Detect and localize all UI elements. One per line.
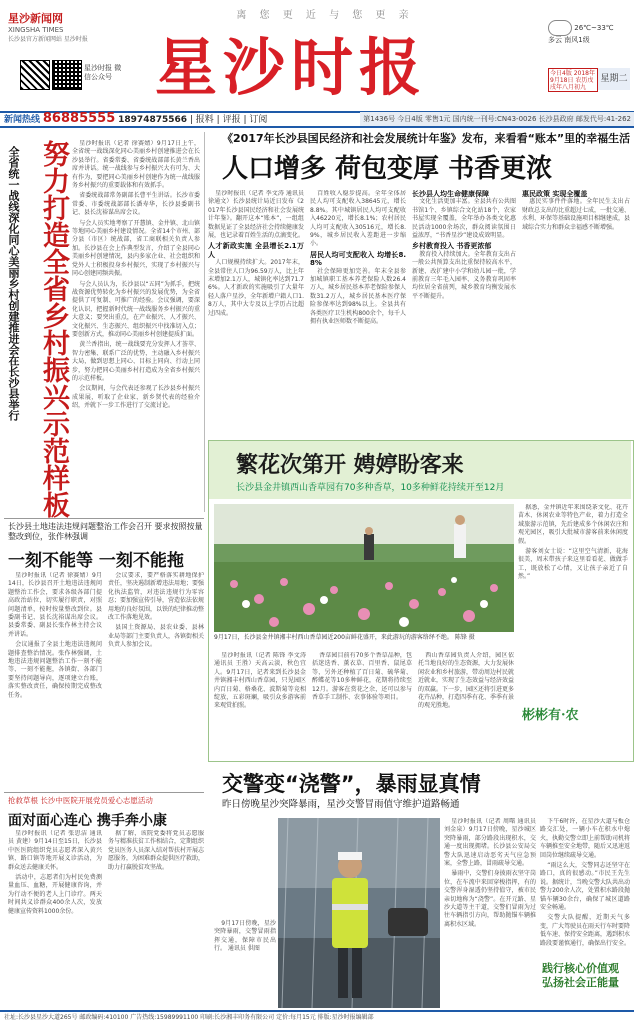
flower-col-1 [214, 652, 306, 752]
cloud-icon [548, 20, 572, 36]
date-box: 今日4版 2018年9月18日 农历戊戌年八月初九 [548, 68, 598, 92]
weekday: 星期二 [598, 68, 630, 90]
traffic-col-1 [444, 818, 536, 1006]
col-divider [204, 132, 205, 512]
feature-p2: 人口规模持续扩大。2017年末，全县常住人口为96.59万人，比上年末增加2.1万人，城镇化率达到71.76%。人才新政的实施吸引了大量年轻人落户星沙，全年新增户籍人口1.8万人，其中大专及以上学历占比超过四成。 [208, 259, 304, 317]
hotline-label: 新闻热线 [4, 115, 41, 125]
header-rule [0, 126, 634, 128]
lead-body-p5: 黄兰香指出，统一战线要充分发挥人才荟萃、智力密集、联系广泛的优势，主动融入乡村振兴大局，做到思想上同心、目标上同向、行动上同步，努力把同心美丽乡村打造成为全省乡村振兴的示范样板。 [72, 341, 200, 382]
logo-cn: 星沙新闻网 [8, 12, 63, 25]
bl1-col-1 [8, 572, 102, 786]
lead-body-p3: 与会人员实地考察了开慧镇、金井镇、北山镇等地同心美丽乡村建设情况。全省14个市州、部分县（市区）统战部，省工商联相关负责人参加。长沙县在会上作典型发言，介绍了全县同心美丽乡村创建情况，县内多家企业、社会组织和党外人士积极投身乡村振兴，实现了乡村振兴与同心创建同频共振。 [72, 219, 200, 278]
weather-temp: 26℃~33℃ [574, 24, 614, 32]
hotline-bar: 新闻热线 86885555 18974875566 | 报料 | 评报 | 订阅 [4, 111, 268, 126]
link-report[interactable]: 报料 [195, 115, 214, 125]
flower-badge: 彬彬有·农 [522, 708, 579, 723]
feature-p7: 惠民实事件件落地。全年民生支出占财政总支出的比重超过七成，一批交通、水利、环保等基础设施项目相继建成，县域综合实力和群众幸福感不断增强。 [522, 198, 630, 231]
flower-col-2 [312, 652, 412, 752]
flower-col-3 [418, 652, 514, 752]
feature-subhead-4: 惠民政策 实现全覆盖 [522, 190, 588, 198]
issue-info: 第1436号 今日4版 零售1元 国内统一刊号:CN43-0026 长沙县政府 邮发代号:41-262 [360, 112, 634, 126]
newspaper-title: 星沙时报 [155, 31, 428, 104]
traffic-p3: 下午6时许，在星沙大道与板仓路交汇处，一辆小车在积水中熄火，执勤交警立即上前帮助司机将车辆推至安全地带，随后又迅速返回岗位继续疏导交通。 [540, 818, 630, 859]
footer-info: 社址:长沙县星沙大道265号 邮政编码:410100 广告热线:15989991100 印刷:长沙湘丰印务有限公司 定价:每月15元 排版:星沙时报编辑部 [4, 1014, 374, 1021]
weather-box [548, 20, 632, 45]
bl1-kicker: 长沙县土地违法违规问题整治工作会召开 要求按照按量整改到位，张作林强调 [8, 522, 203, 541]
bl1-p3: 会议要求，要严格落实耕地保护责任，坚决遏制新增违法用地；要强化执法监管，对违法违规行为零容忍；要加强宣传引导，营造依法依规用地的良好氛围，以铁的纪律推动整改工作落地见效。 [108, 572, 204, 622]
traffic-col-2 [540, 818, 630, 958]
flower-field-image [214, 504, 514, 632]
traffic-p4: “雨这么大，交警同志还坚守在路口，真的很感动。”市民王先生说。据统计，当晚交警大队共出动警力200余人次，处置积水路段抛锚车辆30余台，确保了城区道路安全畅通。 [540, 862, 630, 912]
feature-subhead-2: 居民人均可支配收入 均增长8.8% [310, 250, 406, 268]
qr-code-icon-2 [52, 60, 82, 90]
traffic-p2: 暴雨中，交警们身披雨衣坚守岗位，在车流中来回穿梭指挥，有的交警浑身湿透仍坚持值守，被市民亲切地称为“浇警”。在开元路、星沙大道等主干道，交警们冒雨为过往车辆指引方向，帮助抛锚车辆推离积水区域。 [444, 870, 536, 928]
lead-body [72, 140, 200, 500]
hotline-number[interactable]: 86885555 [42, 111, 116, 126]
lead-body-p4: 与会人员认为，长沙县以“五同”为抓手，把统战资源优势转化为乡村振兴的发展优势，为全省提供了可复制、可推广的经验。会议强调，要深化认识，把握新时代统一战线服务乡村振兴的重大意义；要突出重点，在产业振兴、人才振兴、文化振兴、生态振兴、组织振兴中找准切入点；要创新方式，推动同心美丽乡村创建提质扩面。 [72, 280, 200, 338]
bl1-p2: 会议通报了全县土地违法违规问题排查整治情况。张作林强调，土地违法违规问题整治工作一刻不能等、一刻不能拖，各镇街、各部门要坚持问题导向，逐项建立台账，落实整改责任，确保按期完成整改任务。 [8, 641, 102, 699]
bottom-left-rule-2 [4, 792, 204, 793]
traffic-caption: 9月17日傍晚，星沙突降暴雨，交警冒雨指挥交通，保障市民出行。 通讯员 供图 [214, 920, 276, 953]
flower-p1: 星沙时报讯（记者 陈锋 李文涛 通讯员 王胜）天高云淡，秋色宜人。9月17日，记者来到长沙县金井镇湘丰村西山香草园，只见园区内百日菊、格桑花、波斯菊等竞相绽放，五彩斑斓，吸引众多游客前来观赏拍照。 [214, 652, 306, 710]
flower-subtitle: 长沙县金井镇西山香草园有70多种香草，10多种鲜花持续开至12月 [236, 483, 505, 493]
traffic-p1: 星沙时报讯（记者 周曙 通讯员 刘金泉）9月17日傍晚，星沙城区突降暴雨，部分路段出现积水，交通一度出现拥堵。长沙县公安局交警大队迅速启动恶劣天气应急预案，全警上路，冒雨疏导交通。 [444, 818, 536, 868]
flower-p2: 香草园目前有70多个香草品种，包括迷迭香、薰衣草、百里香、鼠尾草等，另外还种植了百日菊、硫华菊、醉蝶花等10多种鲜花，花期将持续至12月。游客在赏花之余，还可以参与香草手工制作、农事体验等项目。 [312, 652, 412, 702]
traffic-subtitle: 昨日傍晚星沙突降暴雨，星沙交警冒雨值守维护道路畅通 [222, 799, 460, 810]
bl2-col-1 [8, 830, 102, 1006]
flower-p5: 游客刘女士说：“这里空气清新，花海很美，周末带孩子来这里看看花、做做手工，既放松了心情，又让孩子亲近了自然。” [518, 548, 628, 581]
traffic-caption-col [214, 820, 276, 1006]
bl2-headline[interactable]: 面对面心连心 携手奔小康 [8, 813, 167, 829]
logo-en: XINGSHA TIMES [8, 26, 64, 34]
bottom-left-rule [4, 518, 204, 519]
bl1-col-2 [108, 572, 204, 786]
flower-headline[interactable]: 繁花次第开 娉婷盼客来 [236, 453, 464, 478]
lead-kicker: 全省统一战线深化同心美丽乡村创建推进会在长沙县举行 [7, 146, 20, 421]
feature-p4: 社会保障更加完善。年末全县参加城镇职工基本养老保险人数26.4万人，城乡居民基本养老保险参保人数31.2万人，城乡居民基本医疗保险参保率达到98%以上。全县共有各类医疗卫生机构800余个，每千人拥有执业医师数不断提高。 [310, 267, 406, 326]
traffic-photo [278, 818, 440, 1008]
flower-caption: 9月17日，长沙县金井镇湘丰村西山香草园近200亩鲜花盛开，来此游玩的游客络绎不绝。 陈锋 摄 [214, 634, 475, 641]
feature-intro: 《2017年长沙县国民经济和社会发展统计年鉴》发布，来看看“账本”里的幸福生活 [222, 132, 631, 145]
bl1-headline[interactable]: 一刻不能等 一刻不能拖 [8, 551, 184, 571]
lead-headline[interactable]: 努力打造全省乡村振兴示范样板 [38, 140, 69, 518]
bl2-p2: 活动中，志愿者们为村民免费测量血压、血糖，开展健康咨询，并为行动不便的老人上门诊疗。两天时间共义诊群众400余人次，发放健康宣传资料1000余份。 [8, 874, 102, 915]
qr-code-icon [20, 60, 50, 90]
traffic-headline[interactable]: 交警变“浇警”，暴雨显真情 [222, 772, 481, 796]
qr-label: 星沙时报 微信公众号 [84, 64, 122, 81]
flower-side-text [518, 504, 628, 700]
flower-photo [214, 504, 514, 632]
lead-body-p6: 会议期间，与会代表还参观了长沙县乡村振兴成果展，听取了企业家、新乡贤代表的经验介绍，并就下一步工作进行了交流讨论。 [72, 385, 200, 410]
flower-p3: 西山香草园负责人介绍，园区依托当地良好的生态资源，大力发展休闲农业和乡村旅游，带动周边村民就近就业，实现了生态效益与经济效益的双赢。下一步，园区还将引进更多花卉品种，打造四季有花、季季有景的观光胜地。 [418, 652, 514, 710]
flower-p4: 据悉，金井镇近年来围绕茶文化、花卉苗木、休闲农业等特色产业，着力打造全域旅游示范镇，先后建成多个休闲农庄和观光园区，吸引大批城市游客前来休闲度假。 [518, 504, 628, 545]
bl2-p1: 星沙时报讯（记者 张思洁 通讯员 黄建）9月14日至15日，长沙县中医医院组织党员志愿者深入黄兴镇、路口镇等地开展义诊活动，为群众送去健康关怀。 [8, 830, 102, 871]
feature-p1: 星沙时报讯（记者 李文涛 通讯员 徐通文）长沙县统计局近日发布《2017年长沙县国民经济和社会发展统计年鉴》。翻开这本“账本”，一组组数据见证了全县经济社会持续健康发展，也记录着百姓生活的点滴变化。 [208, 190, 304, 240]
bl1-p4: 县国土资源局、县农业委、县林业局等部门主要负责人，各镇街相关负责人参加会议。 [108, 624, 204, 649]
traffic-police-image [278, 818, 440, 1008]
link-review[interactable]: 评报 [222, 115, 241, 125]
logo-sub: 长沙县官方新闻网站 星沙时报 [8, 36, 88, 43]
feature-subhead-1: 人才新政实施 全县增长2.1万人 [208, 242, 304, 259]
link-subscribe[interactable]: 订阅 [249, 115, 268, 125]
hotline-phone2[interactable]: 18974875566 [118, 115, 188, 125]
feature-p3: 百姓收入稳步提高。全年全体居民人均可支配收入38645元，增长8.8%。其中城镇居民人均可支配收入46220元，增长8.1%；农村居民人均可支配收入30516元，增长8.9%，城乡居民收入差距进一步缩小。 [310, 190, 406, 248]
bl1-p1: 星沙时报讯（记者 徐赛婧）9月14日，长沙县召开土地违法违规问题整治工作会，要求各级各部门提高政治站位，切实履行职责，对照问题清单，按时按量整改到位。县委副书记、县长沈裕谋出席会议。县委常委、副县长张作林主持会议并讲话。 [8, 572, 102, 638]
bl2-kicker: 抢救草根 长沙中医院开展党员爱心志愿活动 [8, 796, 153, 805]
site-logo[interactable] [8, 10, 108, 46]
weather-wind: 南风1级 [564, 36, 590, 44]
weather-desc: 多云 [548, 36, 562, 44]
traffic-p5: 交警大队提醒，近期天气多变，广大驾驶员在雨天行车时要降低车速、保持安全距离，遇到积水路段要谨慎通行，确保出行安全。 [540, 914, 630, 947]
feature-headline[interactable]: 人口增多 荷包变厚 书香更浓 [222, 154, 553, 184]
core-values-badge: 践行核心价值观 弘扬社会正能量 [542, 962, 619, 989]
lead-body-p1: 星沙时报讯（记者 徐赛婧）9月17日上午，全省统一战线深化同心美丽乡村创建推进会在长沙县举行。省委常委、省委统战部部长黄兰香出席并讲话。统一战线参与乡村振兴大有可为、大有作为，要把同心美丽乡村创建作为统一战线服务乡村振兴的重要载体和有效抓手。 [72, 140, 200, 190]
feature-p5: 文化生活更加丰富。全县共有公共图书馆1个、乡镇综合文化站18个，农家书屋实现全覆盖，全年举办各类文化惠民活动1000余场次，群众阅读氛围日益浓厚，“书香星沙”建设成效明显。 [412, 198, 516, 240]
bl2-col-2 [108, 830, 204, 1006]
lead-body-p2: 省委统战部常务副部长曹平生讲话。长沙市委常委、市委统战部部长潘寿华，长沙县委副书记、县长沈裕谋出席会议。 [72, 192, 200, 217]
feature-subhead-5: 乡村教育投入 书香更浓郁 [412, 242, 492, 251]
slogan: 离 您 更 近 与 您 更 亲 [236, 10, 414, 21]
feature-subhead-3: 长沙县人均生命健康保障 [412, 190, 489, 198]
bl2-p3: 据了解，该院党委将党员志愿服务与精准扶贫工作相结合，定期组织党员医务人员深入结对帮扶村开展志愿服务，为困难群众提供医疗救助，助力打赢脱贫攻坚战。 [108, 830, 204, 871]
feature-p6: 教育投入持续加大。全年教育支出占一般公共预算支出比重保持较高水平，新建、改扩建中小学和幼儿园一批，学前教育三年毛入园率、义务教育巩固率均位居全省前列，城乡教育均衡发展水平不断提升。 [412, 250, 516, 300]
